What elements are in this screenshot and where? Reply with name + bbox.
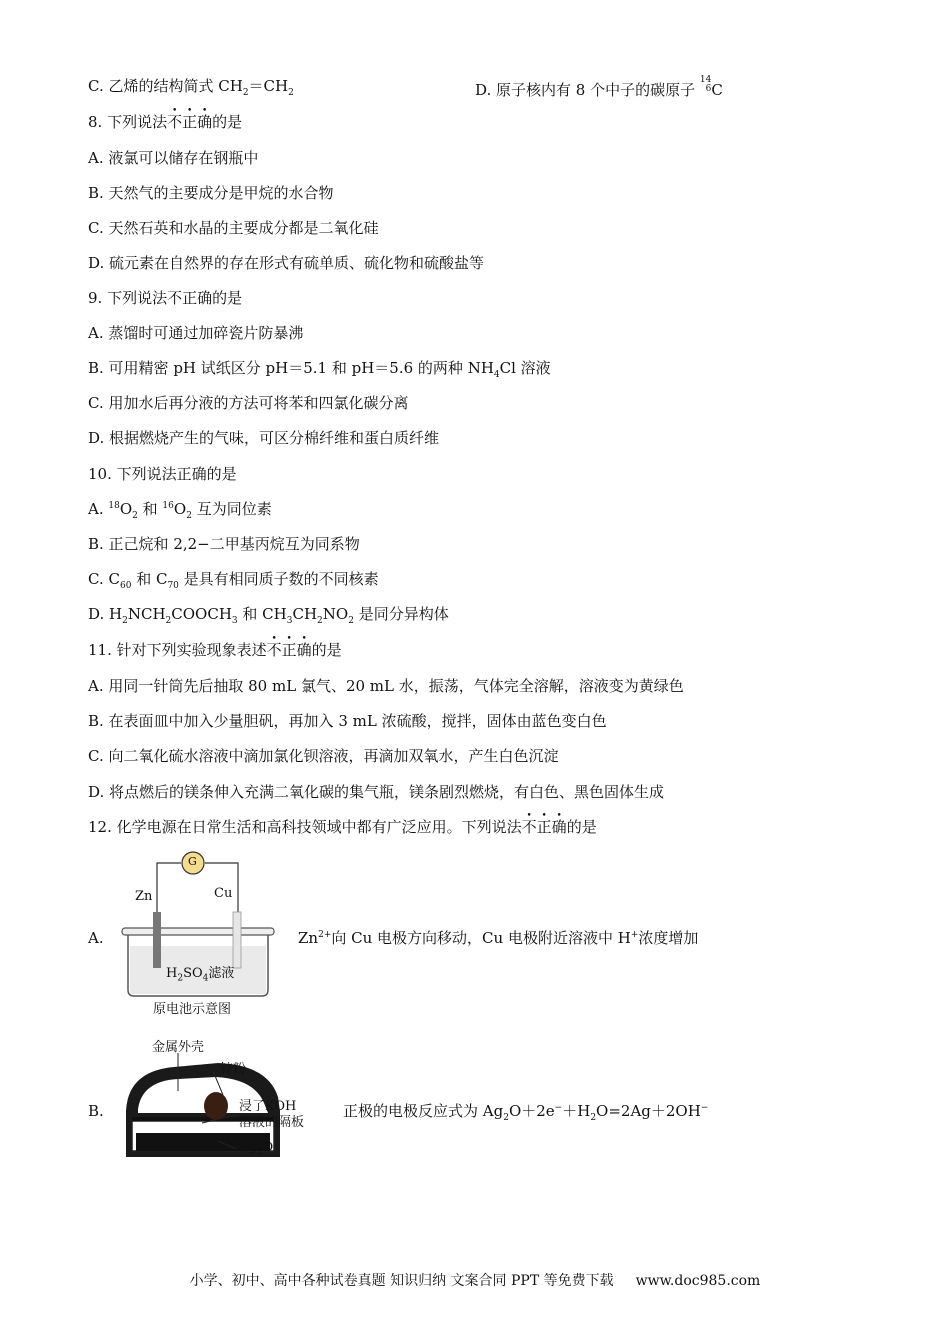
text: 浓度增加 (638, 929, 699, 947)
text: C. C (88, 570, 120, 588)
sup: 18 (108, 501, 120, 511)
atomic-number: 6 (705, 84, 712, 94)
sub: 2 (177, 973, 184, 984)
q10-option-a (88, 499, 272, 519)
sup: − (700, 1103, 709, 1113)
text: 11. 针对下列实验现象表述 (88, 641, 267, 659)
text: O＋2e (508, 1102, 555, 1120)
sub: 2 (122, 616, 128, 626)
q8-option-d: D. 硫元素在自然界的存在形式有硫单质、硫化物和硫酸盐等 (88, 254, 485, 272)
emphasis-char: 不 (521, 818, 537, 836)
figure-caption: 原电池示意图 (153, 1002, 232, 1017)
q12-option-a-text (298, 928, 698, 948)
text: Zn (298, 929, 319, 947)
text: C. 乙烯的结构简式 CH (88, 77, 243, 95)
q12-option-a-label: A. (88, 929, 104, 947)
zinc-label: 锌粉 (220, 1062, 247, 1077)
text: 浸了KOH (239, 1099, 297, 1114)
text: 和 (137, 500, 163, 518)
emphasis-char: 不 (266, 641, 282, 659)
sub: 2 (132, 511, 138, 521)
text: D. 原子核内有 8 个中子的碳原子 (475, 81, 700, 99)
text: Cl 溶液 (499, 359, 551, 377)
text: 的是 (212, 113, 243, 131)
sub: 2 (590, 1113, 597, 1123)
zinc-powder (204, 1092, 228, 1120)
q9-option-c: C. 用加水后再分液的方法可将苯和四氯化碳分离 (88, 394, 409, 412)
text: 和 C (131, 570, 168, 588)
text: Ag (239, 1140, 257, 1155)
sub: 2 (317, 616, 323, 626)
text: O (119, 500, 133, 518)
solution-label (166, 962, 235, 984)
emphasis-char: 正 (281, 641, 297, 659)
mass-number: 14 (699, 75, 712, 85)
emphasis-char: 正 (182, 113, 198, 131)
sub: 4 (493, 370, 500, 380)
sub: 2 (242, 88, 249, 98)
text: 溶液的隔板 (239, 1115, 305, 1130)
emphasis-char: 确 (296, 641, 312, 659)
sup: 2+ (318, 930, 332, 940)
q10-option-c (88, 569, 379, 589)
galvanic-cell-figure (118, 850, 288, 1020)
q9-option-b (88, 358, 551, 378)
text: SO (183, 966, 203, 981)
sub: 2 (288, 88, 294, 98)
q7-option-c (88, 76, 294, 96)
text: 正极的电极反应式为 Ag (343, 1102, 504, 1120)
q12-option-b-text (343, 1101, 708, 1121)
text: 是具有相同质子数的不同核素 (178, 570, 379, 588)
beaker-rim (122, 928, 274, 935)
text: 的是 (566, 818, 597, 836)
footer-text: 小学、初中、高中各种试卷真题 知识归纳 文案合同 PPT 等免费下载 (189, 1273, 614, 1289)
q10-option-d (88, 604, 449, 624)
text: H (166, 966, 178, 981)
element: C (711, 81, 723, 99)
text: ＝CH (248, 77, 289, 95)
text: O (173, 500, 187, 518)
q7-option-d (475, 76, 723, 100)
text: D. H (88, 605, 123, 623)
emphasis-char: 不 (167, 113, 183, 131)
text: 互为同位素 (191, 500, 272, 518)
text: O=2Ag＋2OH (596, 1102, 701, 1120)
sup: 16 (162, 501, 174, 511)
sub: 3 (231, 616, 238, 626)
text: 向 Cu 电极方向移动，Cu 电极附近溶液中 H (331, 929, 631, 947)
zn-label: Zn (135, 889, 153, 904)
footer-url[interactable]: www.doc985.com (635, 1273, 761, 1289)
sup: + (630, 930, 639, 940)
shell-label: 金属外壳 (152, 1040, 205, 1055)
zn-electrode (153, 912, 161, 968)
text: 12. 化学电源在日常生活和高科技领域中都有广泛应用。下列说法 (88, 818, 522, 836)
q8-option-b: B. 天然气的主要成分是甲烷的水合物 (88, 184, 334, 202)
text: 滤液 (208, 966, 235, 981)
q11-option-d: D. 将点燃后的镁条伸入充满二氧化碳的集气瓶，镁条剧烈燃烧，有白色、黑色固体生成 (88, 783, 665, 801)
q9-option-d: D. 根据燃烧产生的气味，可区分棉纤维和蛋白质纤维 (88, 429, 440, 447)
sub: 60 (119, 581, 132, 591)
q11-option-c: C. 向二氧化硫水溶液中滴加氯化钡溶液，再滴加双氧水，产生白色沉淀 (88, 747, 559, 765)
text: A. (88, 500, 109, 518)
button-cell-figure (118, 1033, 328, 1173)
cu-label: Cu (214, 886, 233, 901)
emphasis-char: 正 (536, 818, 552, 836)
q12-option-b-label: B. (88, 1102, 104, 1120)
sub: 4 (202, 973, 209, 984)
sub: 2 (348, 616, 354, 626)
q10-stem: 10. 下列说法正确的是 (88, 465, 237, 483)
text: ＋H (562, 1102, 591, 1120)
text: COOCH (171, 605, 232, 623)
q8-option-c: C. 天然石英和水晶的主要成分都是二氧化硅 (88, 219, 379, 237)
text: B. 可用精密 pH 试纸区分 pH＝5.1 和 pH＝5.6 的两种 NH (88, 359, 494, 377)
galvanometer-label: G (188, 855, 197, 868)
text: O (262, 1140, 274, 1155)
text: NO (322, 605, 349, 623)
text: 和 CH (237, 605, 287, 623)
sub: 3 (286, 616, 293, 626)
text: 的是 (311, 641, 342, 659)
q11-option-a: A. 用同一针筒先后抽取 80 mL 氯气、20 mL 水，振荡，气体完全溶解，溶液变为黄绿色 (88, 677, 684, 695)
page-footer (0, 1270, 950, 1290)
sub: 2 (165, 616, 172, 626)
q10-option-b: B. 正己烷和 2,2−二甲基丙烷互为同系物 (88, 535, 360, 553)
q12-stem (88, 817, 597, 837)
ag2o-label (239, 1140, 274, 1158)
text: NCH (127, 605, 166, 623)
q8-option-a: A. 液氯可以储存在钢瓶中 (88, 149, 259, 167)
sub: 2 (256, 1147, 263, 1158)
q8-stem (88, 112, 242, 132)
emphasis-char: 确 (197, 113, 213, 131)
separator-label (239, 1099, 304, 1131)
q9-option-a: A. 蒸馏时可通过加碎瓷片防暴沸 (88, 324, 304, 342)
q11-option-b: B. 在表面皿中加入少量胆矾，再加入 3 mL 浓硫酸，搅拌，固体由蓝色变白色 (88, 712, 607, 730)
sub: 2 (186, 511, 192, 521)
sub: 70 (167, 581, 179, 591)
text: 是同分异构体 (353, 605, 449, 623)
emphasis-char: 确 (551, 818, 567, 836)
cu-electrode (233, 912, 241, 968)
sup: − (554, 1103, 563, 1113)
q9-stem: 9. 下列说法不正确的是 (88, 289, 243, 307)
text: 8. 下列说法 (88, 113, 168, 131)
text: CH (292, 605, 318, 623)
sub: 2 (503, 1113, 509, 1123)
q11-stem (88, 640, 342, 660)
